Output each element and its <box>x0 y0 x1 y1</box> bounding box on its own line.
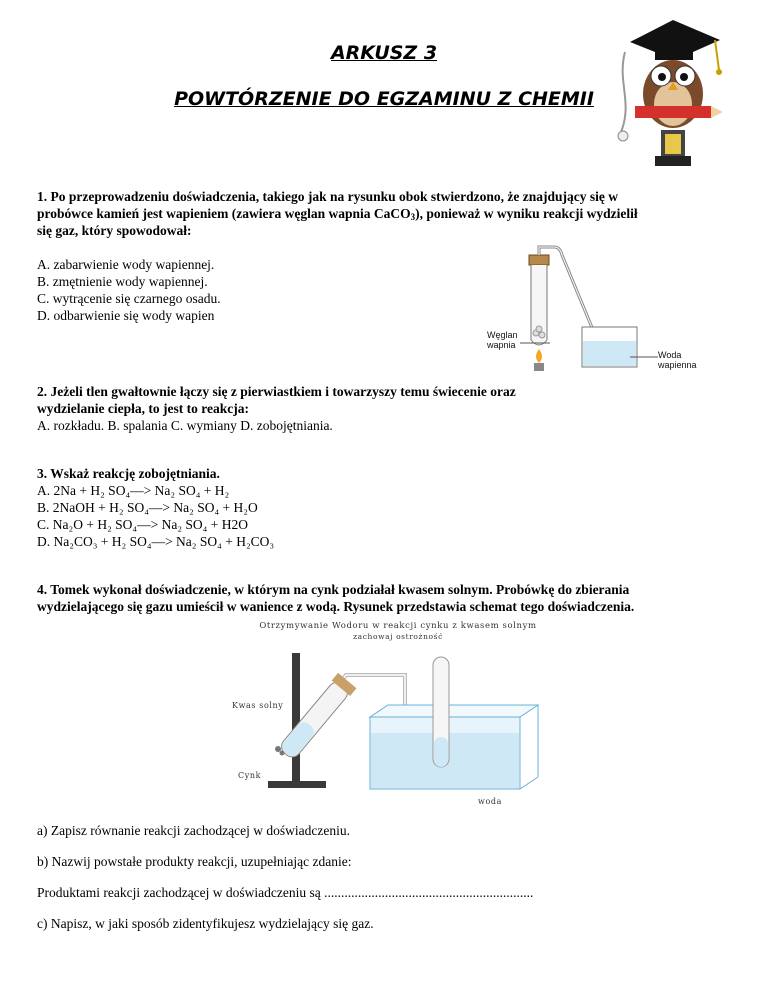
q4-prompt-line-2: wydzielającego się gazu umieścił w wanience z wodą. Rysunek przedstawia schemat tego doświadczenia. <box>37 599 635 614</box>
page-subtitle: POWTÓRZENIE DO EGZAMINU Z CHEMII <box>174 88 594 110</box>
q4-label-water: woda <box>478 797 502 806</box>
q3-prompt: 3. Wskaż reakcję zobojętniania. <box>37 466 220 481</box>
q4-prompt-line-1: 4. Tomek wykonał doświadczenie, w którym na cynk podziałał kwasem solnym. Probówkę do zbierania <box>37 582 630 597</box>
q3-option-d: D. Na₂CO₃ + H₂ SO₄—> Na₂ SO₄ + H₂CO₃ <box>37 534 275 549</box>
q3-option-a: A. 2Na + H₂ SO₄—> Na₂ SO₄ + H₂ <box>37 483 230 498</box>
q3-option-c: C. Na₂O + H₂ SO₄—> Na₂ SO₄ + H2O <box>37 517 248 532</box>
q1-label-calcium-carbonate: Węglan wapnia <box>487 330 518 350</box>
q1-option-a: A. zabarwienie wody wapiennej. <box>37 257 215 272</box>
leader-line <box>630 354 658 360</box>
q4-figure-subtitle: zachowaj ostrożność <box>353 632 443 641</box>
q3-option-b: B. 2NaOH + H₂ SO₄—> Na₂ SO₄ + H₂O <box>37 500 258 515</box>
q1-prompt-line-1: 1. Po przeprowadzeniu doświadczenia, takiego jak na rysunku obok stwierdzono, że znajdujący się w <box>37 189 619 204</box>
q1-prompt-line-2: probówce kamień jest wapieniem (zawiera węglan wapnia CaCO$_3$), ponieważ w wyniku reakcji wydzielił <box>37 206 638 222</box>
q4-products-fill-line[interactable]: Produktami reakcji zachodzącej w doświadczeniu są .............................................................. <box>37 885 534 900</box>
q4-part-c: c) Napisz, w jaki sposób zidentyfikujesz wydzielający się gaz. <box>37 916 374 931</box>
leader-line <box>520 340 550 346</box>
owl-mascot-image <box>615 12 730 170</box>
q4-part-b: b) Nazwij powstałe produkty reakcji, uzupełniając zdanie: <box>37 854 352 869</box>
q1-prompt-line-3: się gaz, który spowodował: <box>37 223 192 238</box>
q1-option-b: B. zmętnienie wody wapiennej. <box>37 274 208 289</box>
q4-figure-title: Otrzymywanie Wodoru w reakcji cynku z kwasem solnym <box>259 621 537 631</box>
q2-prompt-line-1: 2. Jeżeli tlen gwałtownie łączy się z pierwiastkiem i towarzyszy temu świecenie oraz <box>37 384 516 399</box>
q4-label-zinc: Cynk <box>238 771 262 780</box>
hydrogen-apparatus-diagram <box>240 645 540 810</box>
sheet-title: ARKUSZ 3 <box>330 42 438 64</box>
q4-label-hydrochloric-acid: Kwas solny <box>232 701 284 710</box>
q2-prompt-line-2: wydzielanie ciepła, to jest to reakcja: <box>37 401 249 416</box>
q1-label-limewater: Woda wapienna <box>658 350 697 370</box>
q1-option-d: D. odbarwienie się wody wapien <box>37 308 215 323</box>
q2-options: A. rozkładu. B. spalania C. wymiany D. zobojętniania. <box>37 418 333 433</box>
q4-part-a: a) Zapisz równanie reakcji zachodzącej w doświadczeniu. <box>37 823 350 838</box>
q1-option-c: C. wytrącenie się czarnego osadu. <box>37 291 221 306</box>
